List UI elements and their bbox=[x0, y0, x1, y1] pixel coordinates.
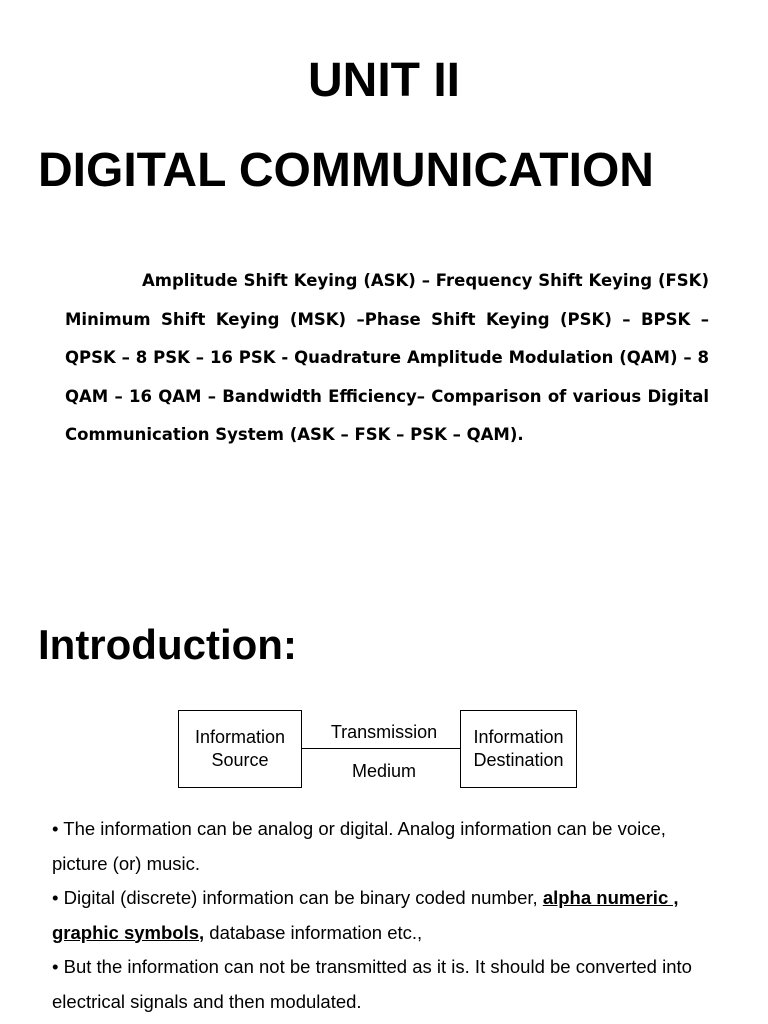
medium-label: Medium bbox=[351, 761, 417, 781]
source-label-line1: Information bbox=[194, 727, 286, 747]
transmission-label: Transmission bbox=[330, 722, 438, 742]
bullet-prefix-text: • Digital (discrete) information can be binary coded number, bbox=[52, 887, 543, 908]
emphasized-term: alpha numeric , graphic symbols, bbox=[52, 887, 679, 943]
information-source-box bbox=[178, 710, 302, 788]
bullet-suffix-text: database information etc., bbox=[204, 921, 423, 943]
bullet-item-digital-info bbox=[52, 881, 702, 950]
information-destination-box bbox=[460, 710, 577, 788]
bullet-item-conversion: • But the information can not be transmitted as it is. It should be converted into electrical signals and then modulated. bbox=[52, 956, 692, 1012]
destination-label-line1: Information bbox=[473, 727, 564, 747]
bullet-item-analog-digital: • The information can be analog or digital. Analog information can be voice, picture (or) music. bbox=[52, 818, 666, 874]
page-title: DIGITAL COMMUNICATION bbox=[38, 144, 654, 197]
destination-label-line2: Destination bbox=[473, 750, 564, 770]
unit-heading: UNIT II bbox=[308, 54, 460, 107]
source-label-line2: Source bbox=[211, 750, 269, 770]
syllabus-paragraph: Amplitude Shift Keying (ASK) – Frequency Shift Keying (FSK) Minimum Shift Keying (MSK) –Phase Shift Keying (PSK) – BPSK – QPSK – 8 PSK – 16 PSK - Quadrature Amplitude Modulation (QAM) – 8 QAM – 16 QAM – Bandwidth Efficiency– Comparison of various Digital Communication System (ASK – FSK – PSK – QAM). bbox=[65, 271, 709, 444]
transmission-link-line bbox=[302, 748, 460, 749]
introduction-heading: Introduction: bbox=[38, 621, 297, 668]
introduction-bullet-list bbox=[52, 812, 702, 1019]
